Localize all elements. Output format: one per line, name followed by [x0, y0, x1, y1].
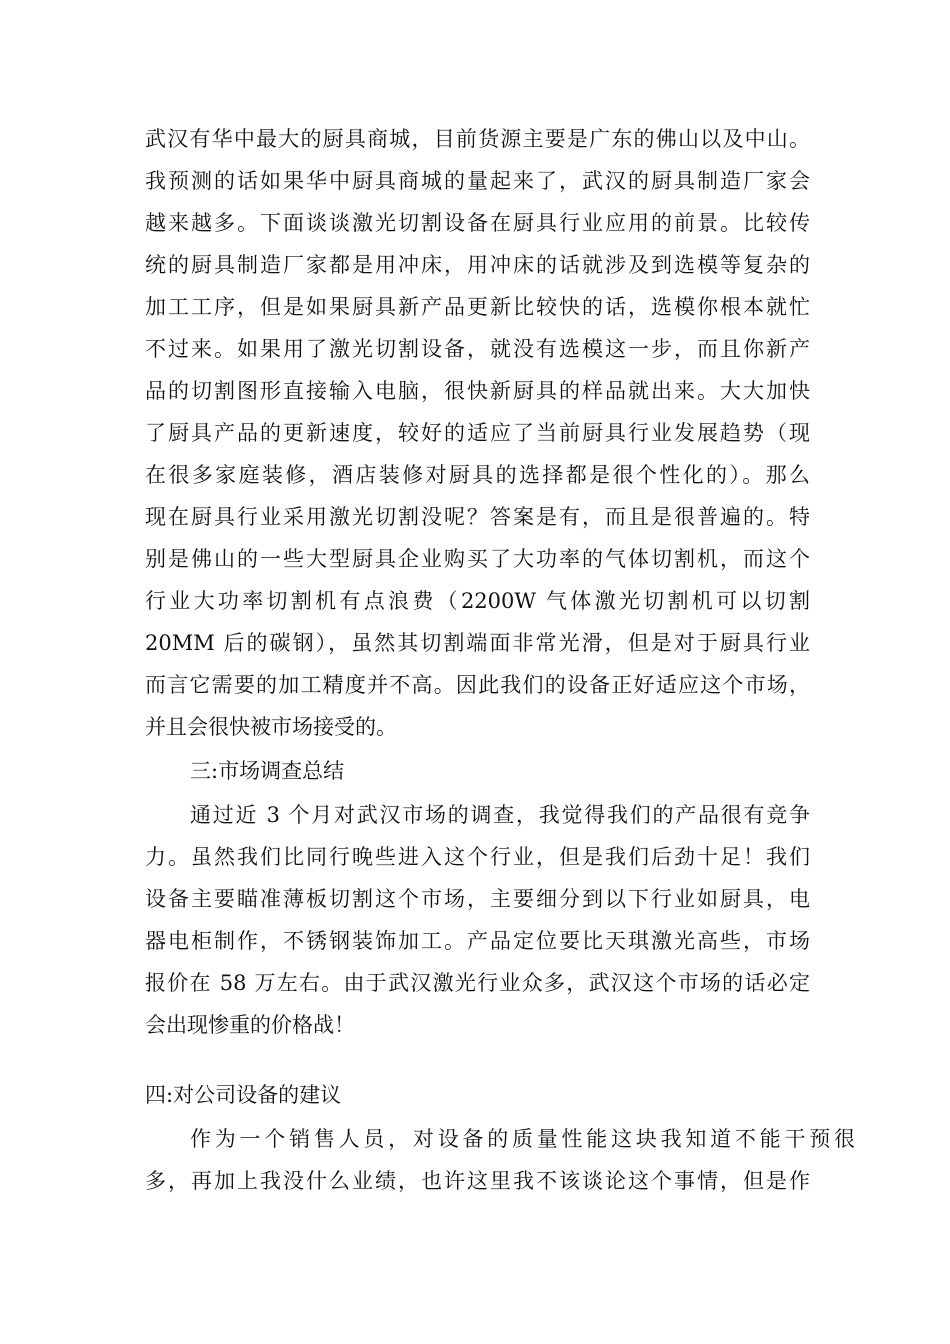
paragraph-line: 越来越多。下面谈谈激光切割设备在厨具行业应用的前景。比较传 — [145, 211, 810, 235]
paragraph-line: 武汉有华中最大的厨具商城，目前货源主要是广东的佛山以及中山。 — [145, 127, 810, 151]
paragraph-line: 设备主要瞄准薄板切割这个市场，主要细分到以下行业如厨具，电 — [145, 887, 810, 911]
paragraph-line: 行业大功率切割机有点浪费（2200W 气体激光切割机可以切割 — [145, 589, 810, 613]
paragraph-line: 不过来。如果用了激光切割设备，就没有选模这一步，而且你新产 — [145, 337, 810, 361]
paragraph-line: 会出现惨重的价格战！ — [145, 1013, 355, 1037]
paragraph-line: 在很多家庭装修，酒店装修对厨具的选择都是很个性化的）。那么 — [145, 463, 810, 487]
section-heading: 三:市场调查总结 — [190, 759, 345, 783]
paragraph-line: 报价在 58 万左右。由于武汉激光行业众多，武汉这个市场的话必定 — [145, 971, 810, 995]
paragraph-line: 通过近 3 个月对武汉市场的调查，我觉得我们的产品很有竞争 — [190, 803, 810, 827]
paragraph-line: 别是佛山的一些大型厨具企业购买了大功率的气体切割机，而这个 — [145, 547, 810, 571]
paragraph-line: 力。虽然我们比同行晚些进入这个行业，但是我们后劲十足！我们 — [145, 845, 810, 869]
paragraph-line: 20MM 后的碳钢），虽然其切割端面非常光滑，但是对于厨具行业 — [145, 631, 810, 655]
paragraph-line: 作为一个销售人员，对设备的质量性能这块我知道不能干预很 — [190, 1127, 855, 1151]
paragraph-line: 统的厨具制造厂家都是用冲床，用冲床的话就涉及到选模等复杂的 — [145, 253, 810, 277]
paragraph-line: 多，再加上我没什么业绩，也许这里我不该谈论这个事情，但是作 — [145, 1169, 810, 1193]
paragraph-line: 品的切割图形直接输入电脑，很快新厨具的样品就出来。大大加快 — [145, 379, 810, 403]
paragraph-line: 加工工序，但是如果厨具新产品更新比较快的话，选模你根本就忙 — [145, 295, 810, 319]
paragraph-line: 并且会很快被市场接受的。 — [145, 715, 397, 739]
paragraph-line: 而言它需要的加工精度并不高。因此我们的设备正好适应这个市场， — [145, 673, 810, 697]
paragraph-line: 现在厨具行业采用激光切割没呢？答案是有，而且是很普遍的。特 — [145, 505, 810, 529]
paragraph-line: 我预测的话如果华中厨具商城的量起来了，武汉的厨具制造厂家会 — [145, 169, 810, 193]
paragraph-line: 了厨具产品的更新速度，较好的适应了当前厨具行业发展趋势（现 — [145, 421, 810, 445]
section-heading: 四:对公司设备的建议 — [145, 1083, 342, 1107]
paragraph-line: 器电柜制作，不锈钢装饰加工。产品定位要比天琪激光高些，市场 — [145, 929, 810, 953]
